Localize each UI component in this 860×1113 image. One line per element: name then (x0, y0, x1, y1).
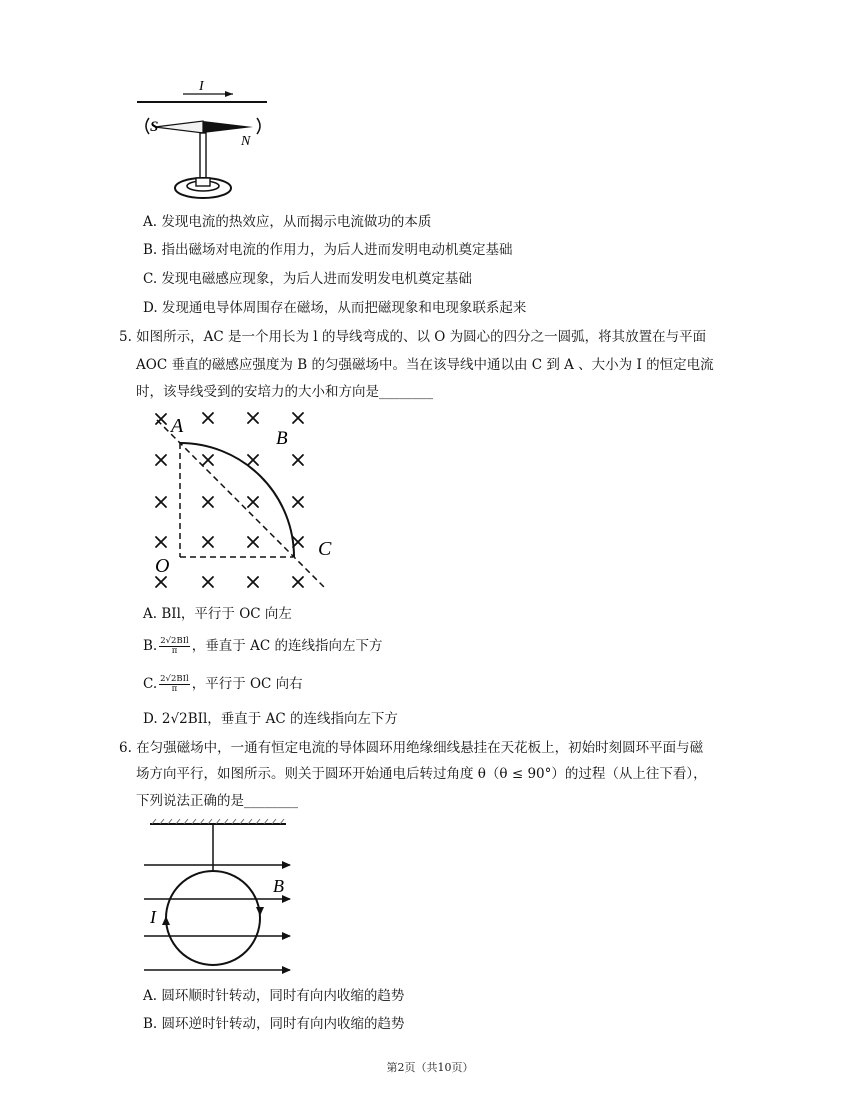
q5-stem-line2: AOC 垂直的磁感应强度为 B 的匀强磁场中。当在该导线中通以由 C 到 A 、大小为 I 的恒定电流 (136, 357, 714, 373)
q6-stem-line3: 下列说法正确的是________ (136, 793, 298, 809)
q5-option-c-fraction (159, 675, 190, 694)
south-pole-label: S (150, 119, 159, 135)
q5-option-c (143, 674, 303, 694)
fraction-denominator: π (171, 684, 178, 694)
point-a-label: A (171, 415, 184, 437)
q5-option-b-text: ，垂直于 AC 的连线指向左下方 (191, 638, 383, 654)
q6-option-a: A. 圆环顺时针转动，同时有向内收缩的趋势 (143, 988, 405, 1004)
quarter-arc-field-figure (145, 405, 335, 595)
q4-option-b: B. 指出磁场对电流的作用力，为后人进而发明电动机奠定基础 (143, 242, 513, 258)
field-b-label: B (273, 876, 284, 896)
q5-option-c-text: ，平行于 OC 向右 (191, 676, 303, 692)
q5-option-d: D. 2√2BIl，垂直于 AC 的连线指向左下方 (143, 711, 398, 727)
q6-option-b: B. 圆环逆时针转动，同时有向内收缩的趋势 (143, 1016, 405, 1032)
current-label: I (199, 79, 204, 94)
current-i-label: I (150, 907, 156, 927)
q5-option-b-fraction (159, 637, 190, 656)
q4-option-d: D. 发现通电导体周围存在磁场，从而把磁现象和电现象联系起来 (143, 300, 527, 316)
q5-option-a: A. BIl，平行于 OC 向左 (143, 606, 292, 622)
compass-needle-figure (135, 74, 270, 204)
q5-stem-line1: 5. 如图所示，AC 是一个用长为 l 的导线弯成的、以 O 为圆心的四分之一圆弧，将其放置在与平面 (119, 329, 707, 345)
suspended-ring-figure (140, 812, 300, 982)
q5-option-c-prefix: C. (143, 676, 158, 692)
q6-stem-line2: 场方向平行，如图所示。则关于圆环开始通电后转过角度 θ（θ ≤ 90°）的过程（从上往下看）， (136, 766, 707, 782)
fraction-numerator: 2√2BIl (160, 674, 189, 684)
q4-option-c: C. 发现电磁感应现象，为后人进而发明发电机奠定基础 (143, 271, 472, 287)
q6-stem-line1: 6. 在匀强磁场中，一通有恒定电流的导体圆环用绝缘细线悬挂在天花板上，初始时刻圆环平面与磁 (119, 740, 704, 756)
q5-option-b (143, 636, 382, 656)
q5-stem-line3: 时，该导线受到的安培力的大小和方向是________ (136, 384, 433, 400)
page-footer: 第2页（共10页） (386, 1061, 474, 1074)
q5-option-b-prefix: B. (143, 638, 158, 654)
point-b-label: B (276, 428, 288, 449)
north-pole-label: N (241, 134, 251, 149)
q4-option-a: A. 发现电流的热效应，从而揭示电流做功的本质 (143, 214, 432, 230)
point-o-label: O (155, 555, 170, 577)
point-c-label: C (318, 538, 332, 560)
fraction-denominator: π (171, 646, 178, 656)
fraction-numerator: 2√2BIl (160, 636, 189, 646)
